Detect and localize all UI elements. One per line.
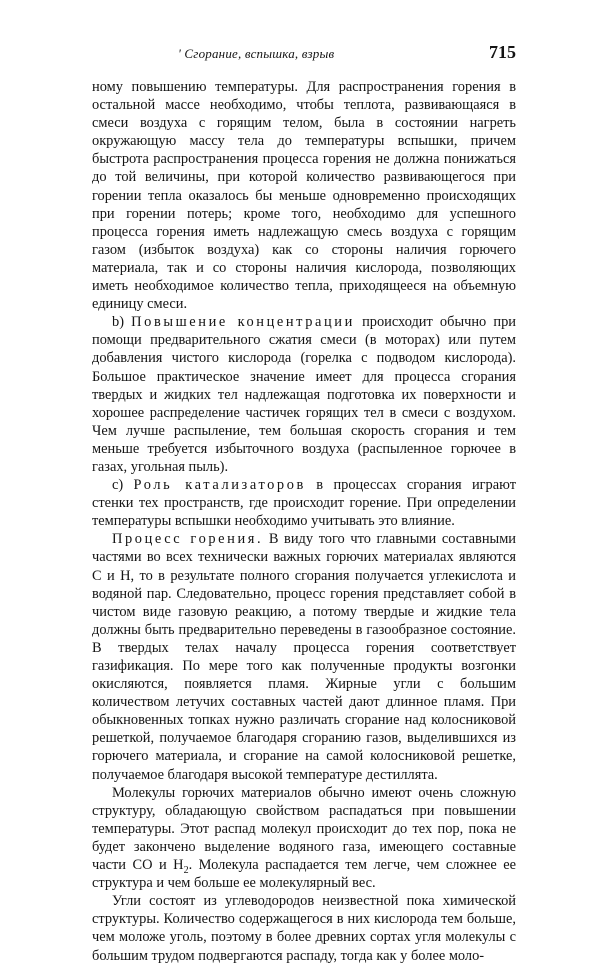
- term-concentration: Повышение концентрации: [131, 314, 355, 331]
- term-combustion-process: Процесс горения.: [112, 531, 264, 548]
- paragraph-2-text: происходит обычно при помощи предварительного сжатия смеси (в моторах) или путем добавления чистого кислорода (горелка с подводом кислорода). Большое практическое значение имеет для процесса сгорания твердых и жидких тел надлежащая подготовка их поверхности и хорошее распределение частичек горящих тел в смеси с воздухом. Чем лучше распыление, тем большая скорость сгорания и тем меньше требуется избыточного воздуха (распыленное горючее в газах, угольная пыль).: [92, 314, 516, 475]
- paragraph-3: [92, 476, 516, 530]
- paragraph-5-text-before: Молекулы горючих материалов обычно имеют очень сложную структуру, обладающую свойством распадаться при повышении температуры. Этот распад молекул происходит до тех пор, пока не будет закончено выделение водяного газа, имеющего составные части СО и Н: [92, 784, 516, 874]
- paragraph-6: Угли состоят из углеводородов неизвестной пока химической структуры. Количество содержащегося в них кислорода тем больше, чем моложе уголь, поэтому в более древних сортах угля молекулы с большим трудом подвергаются распаду, тогда как у более моло-: [92, 893, 516, 964]
- page-number: 715: [489, 42, 516, 62]
- paragraph-1: ному повышению температуры. Для распространения горения в остальной массе необходимо, чтобы теплота, развивающаяся в смеси воздуха с горящим телом, была в состоянии нагреть окружающую массу тела до температуры вспышки, причем быстрота распространения процесса горения не должна понижаться до той величины, при которой количество развивающегося при горении тепла оказалось бы меньше одновременно происходящих при горении потерь; кроме того, необходимо для успешного процесса горения иметь надлежащую смесь воздуха с горящим газом (избыток воздуха) как со стороны наличия горючего материала, так и со стороны наличия кислорода, позволяющих иметь необходимое количество тепла, приходящееся на объемную единицу смеси.: [92, 79, 516, 313]
- paragraph-5-text-after: . Молекула распадается тем легче, чем сложнее ее структура и чем больше ее молекулярный вес.: [92, 857, 516, 892]
- paragraph-5: [92, 784, 516, 893]
- page-header: [92, 44, 516, 66]
- body-text: [92, 78, 516, 965]
- hydrogen-subscript: 2: [183, 864, 189, 876]
- paragraph-2: [92, 313, 516, 476]
- term-catalysts: Роль катализаторов: [133, 477, 306, 494]
- item-marker-b: b): [112, 314, 124, 331]
- running-title: ' Сгорание, вспышка, взрыв: [178, 46, 335, 61]
- paragraph-3-text: в процессах сгорания играют стенки тех пространств, где происходит горение. При определении температуры вспышки необходимо учитывать это влияние.: [92, 477, 516, 530]
- item-marker-c: c): [112, 477, 124, 494]
- paragraph-4-text: В виду того что главными составными частями во всех технически важных горючих материалах являются С и Н, то в результате полного сгорания получается углекислота и водяной пар. Следовательно, процесс горения представляет собой в чистом виде газовую реакцию, а потому твердые и жидкие тела должны быть предварительно переведены в газообразное состояние. В твердых телах началу процесса горения соответствует газификация. По мере того как полученные продукты возгонки окисляются, появляется пламя. Жирные угли с большим количеством летучих составных частей дают длинное пламя. При обыкновенных топках нужно различать сгорание над колосниковой решеткой, получаемое благодаря сгоранию газов, выделившихся из горючего материала, и сгорание на самой колосниковой решетке, получаемое благодаря высокой температуре дестиллята.: [92, 531, 517, 783]
- paragraph-4: [92, 530, 516, 783]
